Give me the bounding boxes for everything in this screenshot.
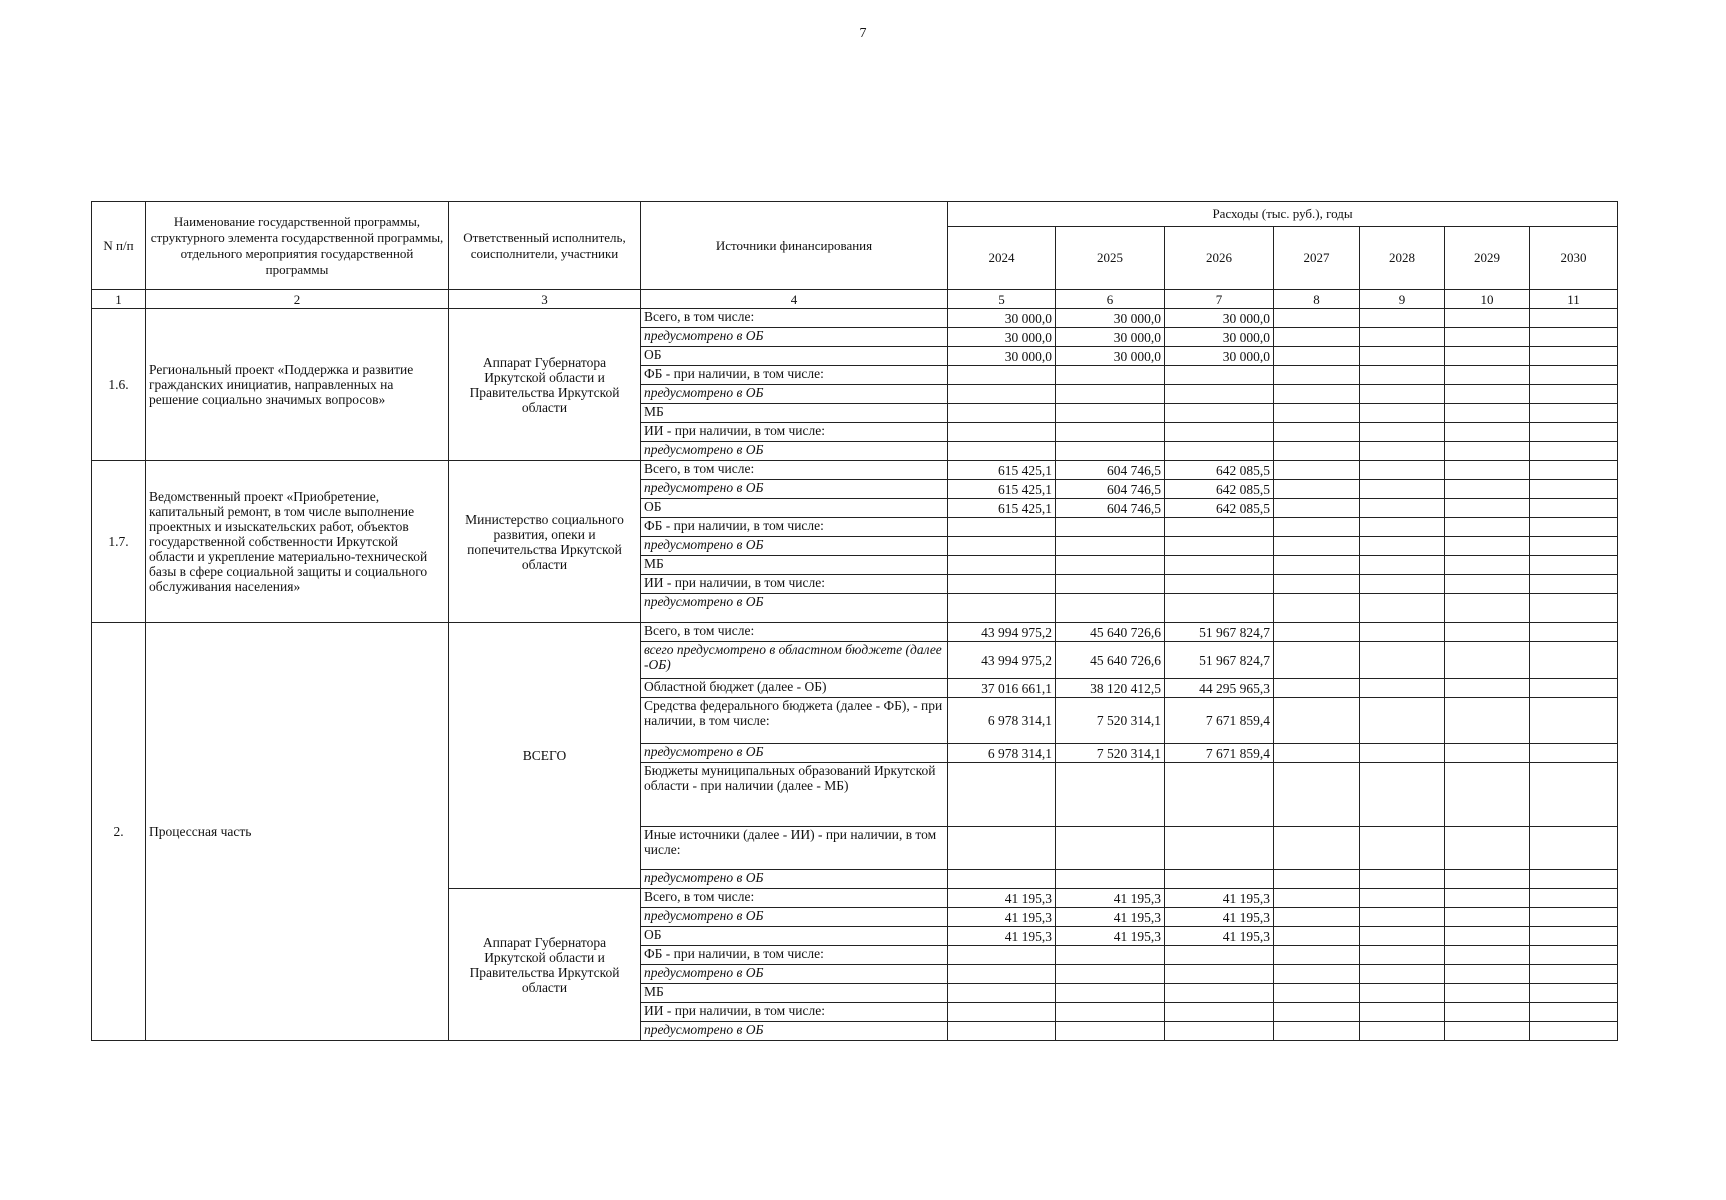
value-cell: [1445, 556, 1530, 575]
header-row-1: [92, 202, 1618, 227]
value-cell: [1530, 423, 1618, 442]
value-cell: [1274, 461, 1360, 480]
source-cell: предусмотрено в ОБ: [641, 442, 948, 461]
program-name: Процессная часть: [146, 623, 449, 1041]
value-cell: [948, 404, 1056, 423]
value-cell: [1360, 347, 1445, 366]
value-cell: [1274, 623, 1360, 642]
source-cell: ФБ - при наличии, в том числе:: [641, 518, 948, 537]
value-cell: [1445, 480, 1530, 499]
value-cell: [1056, 423, 1165, 442]
program-name: Ведомственный проект «Приобретение, капитальный ремонт, в том числе выполнение проектных и изыскательских работ, объектов государственной собственности Иркутской области и укрепление материально-технической базы в сфере социальной защиты и социального обслуживания населения»: [146, 461, 449, 623]
financing-table: [91, 201, 1618, 1041]
value-cell: [1445, 927, 1530, 946]
value-cell: [1274, 642, 1360, 679]
value-cell: [1360, 984, 1445, 1003]
value-cell: [1360, 827, 1445, 870]
value-cell: [1445, 309, 1530, 328]
value-cell: [948, 1003, 1056, 1022]
value-cell: [1274, 556, 1360, 575]
value-cell: 44 295 965,3: [1165, 679, 1274, 698]
value-cell: [1360, 366, 1445, 385]
value-cell: [1530, 984, 1618, 1003]
value-cell: [1165, 984, 1274, 1003]
value-cell: [1056, 537, 1165, 556]
value-cell: 615 425,1: [948, 461, 1056, 480]
value-cell: 43 994 975,2: [948, 642, 1056, 679]
source-cell: Областной бюджет (далее - ОБ): [641, 679, 948, 698]
source-cell: предусмотрено в ОБ: [641, 870, 948, 889]
index-cell: 1: [92, 290, 146, 309]
index-cell: 7: [1165, 290, 1274, 309]
value-cell: [1056, 442, 1165, 461]
source-cell: всего предусмотрено в областном бюджете (далее -ОБ): [641, 642, 948, 679]
value-cell: 604 746,5: [1056, 499, 1165, 518]
value-cell: [948, 827, 1056, 870]
value-cell: 41 195,3: [1056, 927, 1165, 946]
value-cell: 41 195,3: [1056, 908, 1165, 927]
value-cell: [1530, 347, 1618, 366]
value-cell: [1274, 442, 1360, 461]
value-cell: [1165, 575, 1274, 594]
value-cell: 30 000,0: [1165, 328, 1274, 347]
value-cell: 30 000,0: [1056, 328, 1165, 347]
table-row: [92, 623, 1618, 642]
value-cell: [948, 575, 1056, 594]
index-cell: 4: [641, 290, 948, 309]
value-cell: [1445, 385, 1530, 404]
header-index-row: [92, 290, 1618, 309]
value-cell: 604 746,5: [1056, 461, 1165, 480]
value-cell: [948, 984, 1056, 1003]
value-cell: 51 967 824,7: [1165, 623, 1274, 642]
value-cell: [1360, 698, 1445, 744]
value-cell: [948, 442, 1056, 461]
value-cell: [1056, 1022, 1165, 1041]
value-cell: [1165, 946, 1274, 965]
value-cell: [1445, 642, 1530, 679]
value-cell: 7 671 859,4: [1165, 698, 1274, 744]
header-executor: Ответственный исполнитель, соисполнители, участники: [449, 202, 641, 290]
value-cell: [1530, 499, 1618, 518]
value-cell: [1360, 946, 1445, 965]
value-cell: [1360, 642, 1445, 679]
program-name: Региональный проект «Поддержка и развитие гражданских инициатив, направленных на решение социально значимых вопросов»: [146, 309, 449, 461]
value-cell: [948, 946, 1056, 965]
value-cell: [1274, 927, 1360, 946]
value-cell: [1360, 309, 1445, 328]
executor-name: Министерство социального развития, опеки и попечительства Иркутской области: [449, 461, 641, 623]
value-cell: 41 195,3: [1165, 908, 1274, 927]
value-cell: [1056, 385, 1165, 404]
value-cell: [1530, 927, 1618, 946]
value-cell: [1274, 870, 1360, 889]
header-year: 2025: [1056, 227, 1165, 290]
value-cell: [1165, 404, 1274, 423]
value-cell: [1445, 827, 1530, 870]
header-year: 2030: [1530, 227, 1618, 290]
value-cell: [1165, 537, 1274, 556]
value-cell: [1056, 870, 1165, 889]
source-cell: предусмотрено в ОБ: [641, 328, 948, 347]
value-cell: 41 195,3: [948, 889, 1056, 908]
executor-name: Аппарат Губернатора Иркутской области и Правительства Иркутской области: [449, 309, 641, 461]
value-cell: [1530, 594, 1618, 623]
value-cell: [1530, 679, 1618, 698]
value-cell: [1274, 1022, 1360, 1041]
value-cell: [1056, 984, 1165, 1003]
value-cell: [1530, 404, 1618, 423]
value-cell: [948, 870, 1056, 889]
value-cell: [1165, 870, 1274, 889]
value-cell: [1360, 1022, 1445, 1041]
value-cell: 30 000,0: [1056, 309, 1165, 328]
value-cell: [1530, 908, 1618, 927]
source-cell: Иные источники (далее - ИИ) - при наличии, в том числе:: [641, 827, 948, 870]
source-cell: предусмотрено в ОБ: [641, 480, 948, 499]
value-cell: 642 085,5: [1165, 499, 1274, 518]
value-cell: 30 000,0: [948, 328, 1056, 347]
value-cell: [1274, 889, 1360, 908]
value-cell: [1274, 946, 1360, 965]
value-cell: 615 425,1: [948, 480, 1056, 499]
source-cell: ФБ - при наличии, в том числе:: [641, 366, 948, 385]
source-cell: Всего, в том числе:: [641, 623, 948, 642]
value-cell: [1530, 442, 1618, 461]
index-cell: 5: [948, 290, 1056, 309]
value-cell: 51 967 824,7: [1165, 642, 1274, 679]
value-cell: [1165, 385, 1274, 404]
value-cell: [1530, 328, 1618, 347]
value-cell: 30 000,0: [1165, 347, 1274, 366]
value-cell: [1530, 309, 1618, 328]
value-cell: [1165, 594, 1274, 623]
source-cell: предусмотрено в ОБ: [641, 908, 948, 927]
value-cell: [1274, 763, 1360, 827]
value-cell: [1445, 442, 1530, 461]
value-cell: [1530, 518, 1618, 537]
value-cell: 38 120 412,5: [1056, 679, 1165, 698]
value-cell: [1274, 698, 1360, 744]
index-cell: 2: [146, 290, 449, 309]
value-cell: [1056, 827, 1165, 870]
value-cell: [1360, 461, 1445, 480]
value-cell: 7 520 314,1: [1056, 744, 1165, 763]
value-cell: [1165, 827, 1274, 870]
value-cell: 41 195,3: [948, 927, 1056, 946]
source-cell: МБ: [641, 556, 948, 575]
value-cell: [1445, 870, 1530, 889]
value-cell: [1530, 744, 1618, 763]
value-cell: 41 195,3: [1165, 927, 1274, 946]
value-cell: [948, 594, 1056, 623]
value-cell: [948, 537, 1056, 556]
value-cell: [1445, 889, 1530, 908]
source-cell: ОБ: [641, 347, 948, 366]
value-cell: 7 520 314,1: [1056, 698, 1165, 744]
value-cell: 30 000,0: [1056, 347, 1165, 366]
value-cell: [1274, 499, 1360, 518]
value-cell: [1165, 1022, 1274, 1041]
value-cell: [1360, 518, 1445, 537]
index-cell: 6: [1056, 290, 1165, 309]
value-cell: [1274, 423, 1360, 442]
value-cell: [1530, 946, 1618, 965]
value-cell: [1360, 744, 1445, 763]
row-number: 2.: [92, 623, 146, 1041]
source-cell: предусмотрено в ОБ: [641, 1022, 948, 1041]
value-cell: [1274, 404, 1360, 423]
value-cell: 45 640 726,6: [1056, 642, 1165, 679]
value-cell: [1274, 309, 1360, 328]
source-cell: Бюджеты муниципальных образований Иркутской области - при наличии (далее - МБ): [641, 763, 948, 827]
executor-name: ВСЕГО: [449, 623, 641, 889]
value-cell: [1530, 870, 1618, 889]
value-cell: [1165, 965, 1274, 984]
source-cell: ОБ: [641, 927, 948, 946]
value-cell: [1274, 328, 1360, 347]
value-cell: [1274, 480, 1360, 499]
value-cell: [1530, 480, 1618, 499]
value-cell: 45 640 726,6: [1056, 623, 1165, 642]
header-year: 2028: [1360, 227, 1445, 290]
value-cell: [1530, 366, 1618, 385]
value-cell: [948, 1022, 1056, 1041]
value-cell: 6 978 314,1: [948, 698, 1056, 744]
value-cell: [1360, 870, 1445, 889]
index-cell: 3: [449, 290, 641, 309]
value-cell: [1360, 480, 1445, 499]
value-cell: [1056, 518, 1165, 537]
value-cell: [1056, 965, 1165, 984]
value-cell: [1530, 556, 1618, 575]
index-cell: 10: [1445, 290, 1530, 309]
value-cell: [1056, 404, 1165, 423]
value-cell: [1360, 679, 1445, 698]
value-cell: [1360, 499, 1445, 518]
value-cell: [948, 366, 1056, 385]
value-cell: [1274, 575, 1360, 594]
value-cell: [1445, 623, 1530, 642]
value-cell: [1445, 679, 1530, 698]
source-cell: ФБ - при наличии, в том числе:: [641, 946, 948, 965]
value-cell: [1056, 594, 1165, 623]
value-cell: [1360, 423, 1445, 442]
value-cell: 41 195,3: [948, 908, 1056, 927]
value-cell: [1445, 404, 1530, 423]
value-cell: 30 000,0: [948, 347, 1056, 366]
row-number: 1.6.: [92, 309, 146, 461]
value-cell: [1445, 1003, 1530, 1022]
table-row: [92, 461, 1618, 480]
value-cell: [1360, 537, 1445, 556]
value-cell: 6 978 314,1: [948, 744, 1056, 763]
header-year: 2024: [948, 227, 1056, 290]
header-sources: Источники финансирования: [641, 202, 948, 290]
index-cell: 9: [1360, 290, 1445, 309]
value-cell: [1530, 642, 1618, 679]
value-cell: [1360, 594, 1445, 623]
value-cell: [1274, 908, 1360, 927]
value-cell: [1530, 965, 1618, 984]
value-cell: [1445, 328, 1530, 347]
value-cell: 642 085,5: [1165, 480, 1274, 499]
value-cell: [1056, 556, 1165, 575]
value-cell: [1165, 1003, 1274, 1022]
value-cell: [1445, 575, 1530, 594]
value-cell: [1530, 889, 1618, 908]
value-cell: [948, 556, 1056, 575]
source-cell: ОБ: [641, 499, 948, 518]
value-cell: [1274, 537, 1360, 556]
value-cell: 30 000,0: [1165, 309, 1274, 328]
value-cell: [1056, 763, 1165, 827]
value-cell: 43 994 975,2: [948, 623, 1056, 642]
value-cell: [1274, 385, 1360, 404]
value-cell: [1056, 575, 1165, 594]
header-year: 2026: [1165, 227, 1274, 290]
source-cell: МБ: [641, 404, 948, 423]
value-cell: [948, 385, 1056, 404]
value-cell: [1445, 366, 1530, 385]
value-cell: [1360, 965, 1445, 984]
table-row: [92, 309, 1618, 328]
value-cell: [1165, 518, 1274, 537]
value-cell: [1360, 556, 1445, 575]
value-cell: [1445, 499, 1530, 518]
value-cell: [1165, 423, 1274, 442]
value-cell: 642 085,5: [1165, 461, 1274, 480]
value-cell: [1530, 1022, 1618, 1041]
source-cell: предусмотрено в ОБ: [641, 594, 948, 623]
value-cell: [1530, 763, 1618, 827]
value-cell: [1274, 594, 1360, 623]
row-number: 1.7.: [92, 461, 146, 623]
value-cell: [1056, 366, 1165, 385]
value-cell: [1274, 984, 1360, 1003]
value-cell: [1360, 1003, 1445, 1022]
value-cell: [1360, 328, 1445, 347]
value-cell: 37 016 661,1: [948, 679, 1056, 698]
value-cell: [1274, 744, 1360, 763]
source-cell: предусмотрено в ОБ: [641, 385, 948, 404]
executor-name: Аппарат Губернатора Иркутской области и Правительства Иркутской области: [449, 889, 641, 1041]
value-cell: [1530, 623, 1618, 642]
header-name: Наименование государственной программы, структурного элемента государственной программы, отдельного мероприятия государственной программы: [146, 202, 449, 290]
value-cell: [948, 965, 1056, 984]
value-cell: [1445, 908, 1530, 927]
value-cell: [1274, 965, 1360, 984]
source-cell: предусмотрено в ОБ: [641, 965, 948, 984]
index-cell: 11: [1530, 290, 1618, 309]
value-cell: [1445, 423, 1530, 442]
value-cell: [1360, 908, 1445, 927]
value-cell: [1445, 698, 1530, 744]
value-cell: [1165, 366, 1274, 385]
value-cell: [1445, 518, 1530, 537]
value-cell: [1445, 461, 1530, 480]
source-cell: Средства федерального бюджета (далее - ФБ), - при наличии, в том числе:: [641, 698, 948, 744]
value-cell: [1056, 946, 1165, 965]
value-cell: [1445, 946, 1530, 965]
value-cell: 615 425,1: [948, 499, 1056, 518]
value-cell: 41 195,3: [1165, 889, 1274, 908]
value-cell: [1274, 1003, 1360, 1022]
source-cell: Всего, в том числе:: [641, 461, 948, 480]
value-cell: [1445, 1022, 1530, 1041]
header-year: 2027: [1274, 227, 1360, 290]
header-expenses: Расходы (тыс. руб.), годы: [948, 202, 1618, 227]
value-cell: [1445, 984, 1530, 1003]
page-number: 7: [859, 26, 867, 41]
value-cell: [1360, 889, 1445, 908]
value-cell: [1360, 763, 1445, 827]
value-cell: [1445, 594, 1530, 623]
value-cell: [1360, 442, 1445, 461]
source-cell: ИИ - при наличии, в том числе:: [641, 1003, 948, 1022]
source-cell: ИИ - при наличии, в том числе:: [641, 423, 948, 442]
value-cell: [1445, 537, 1530, 556]
source-cell: предусмотрено в ОБ: [641, 744, 948, 763]
source-cell: предусмотрено в ОБ: [641, 537, 948, 556]
value-cell: [1530, 537, 1618, 556]
value-cell: [1274, 347, 1360, 366]
source-cell: ИИ - при наличии, в том числе:: [641, 575, 948, 594]
value-cell: [1530, 698, 1618, 744]
value-cell: [1530, 827, 1618, 870]
table-body: [92, 309, 1618, 1041]
value-cell: [1530, 385, 1618, 404]
value-cell: [948, 518, 1056, 537]
value-cell: [1445, 744, 1530, 763]
value-cell: 7 671 859,4: [1165, 744, 1274, 763]
value-cell: [1360, 927, 1445, 946]
value-cell: [1360, 623, 1445, 642]
value-cell: 41 195,3: [1056, 889, 1165, 908]
value-cell: [1530, 575, 1618, 594]
value-cell: [1274, 366, 1360, 385]
value-cell: [1360, 404, 1445, 423]
value-cell: [1360, 575, 1445, 594]
value-cell: [1165, 442, 1274, 461]
value-cell: [1445, 347, 1530, 366]
value-cell: [1274, 679, 1360, 698]
source-cell: Всего, в том числе:: [641, 889, 948, 908]
header-year: 2029: [1445, 227, 1530, 290]
value-cell: [1165, 763, 1274, 827]
value-cell: [1445, 965, 1530, 984]
value-cell: 30 000,0: [948, 309, 1056, 328]
value-cell: [1360, 385, 1445, 404]
source-cell: МБ: [641, 984, 948, 1003]
value-cell: [1530, 461, 1618, 480]
value-cell: [948, 763, 1056, 827]
value-cell: [1530, 1003, 1618, 1022]
value-cell: 604 746,5: [1056, 480, 1165, 499]
source-cell: Всего, в том числе:: [641, 309, 948, 328]
index-cell: 8: [1274, 290, 1360, 309]
value-cell: [948, 423, 1056, 442]
header-num: N п/п: [92, 202, 146, 290]
value-cell: [1274, 827, 1360, 870]
value-cell: [1274, 518, 1360, 537]
value-cell: [1445, 763, 1530, 827]
value-cell: [1165, 556, 1274, 575]
value-cell: [1056, 1003, 1165, 1022]
